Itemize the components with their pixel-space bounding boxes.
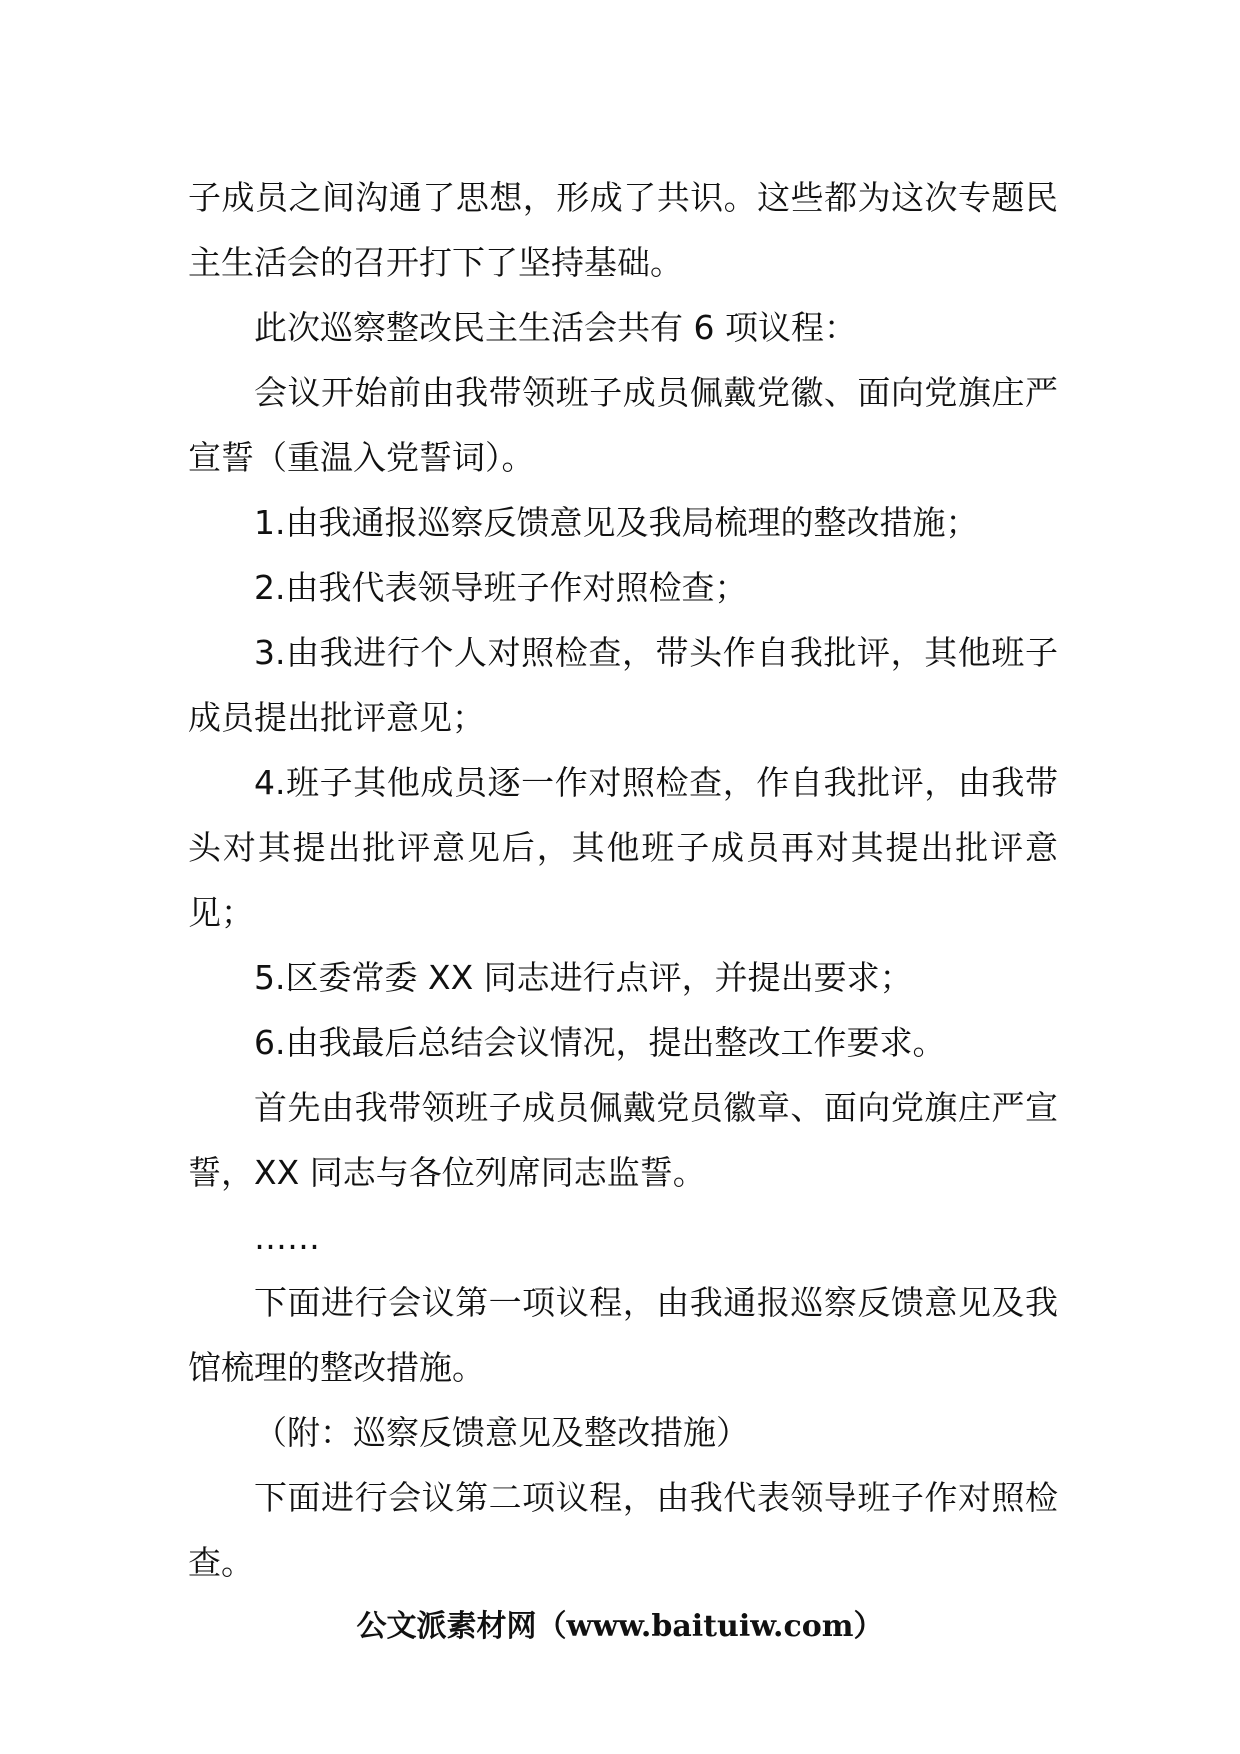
paragraph: 下面进行会议第二项议程，由我代表领导班子作对照检查。 (188, 1478, 1058, 1582)
agenda-item-1: 1.由我通报巡察反馈意见及我局梳理的整改措施； (254, 503, 979, 542)
paragraph: 会议开始前由我带领班子成员佩戴党徽、面向党旗庄严宣誓（重温入党誓词）。 (188, 373, 1058, 477)
agenda-item-5: 5.区委常委 XX 同志进行点评，并提出要求； (254, 958, 913, 997)
footer-watermark: 公文派素材网（www.baituiw.com） (356, 1609, 884, 1644)
agenda-item-2: 2.由我代表领导班子作对照检查； (254, 568, 748, 607)
agenda-item-4: 4.班子其他成员逐一作对照检查，作自我批评，由我带头对其提出批评意见后，其他班子成员再对其提出批评意见； (188, 763, 1058, 932)
paragraph: 首先由我带领班子成员佩戴党员徽章、面向党旗庄严宣誓，XX 同志与各位列席同志监誓。 (188, 1088, 1058, 1192)
paragraph: 此次巡察整改民主生活会共有 6 项议程： (254, 308, 857, 347)
agenda-item-3: 3.由我进行个人对照检查，带头作自我批评，其他班子成员提出批评意见； (188, 633, 1058, 737)
document-body (188, 165, 1058, 1595)
paragraph: （附：巡察反馈意见及整改措施） (254, 1413, 749, 1452)
paragraph: 子成员之间沟通了思想，形成了共识。这些都为这次专题民主生活会的召开打下了坚持基础。 (188, 178, 1058, 282)
agenda-item-6: 6.由我最后总结会议情况，提出整改工作要求。 (254, 1023, 946, 1062)
ellipsis: …… (254, 1218, 320, 1257)
paragraph: 下面进行会议第一项议程，由我通报巡察反馈意见及我馆梳理的整改措施。 (188, 1283, 1058, 1387)
